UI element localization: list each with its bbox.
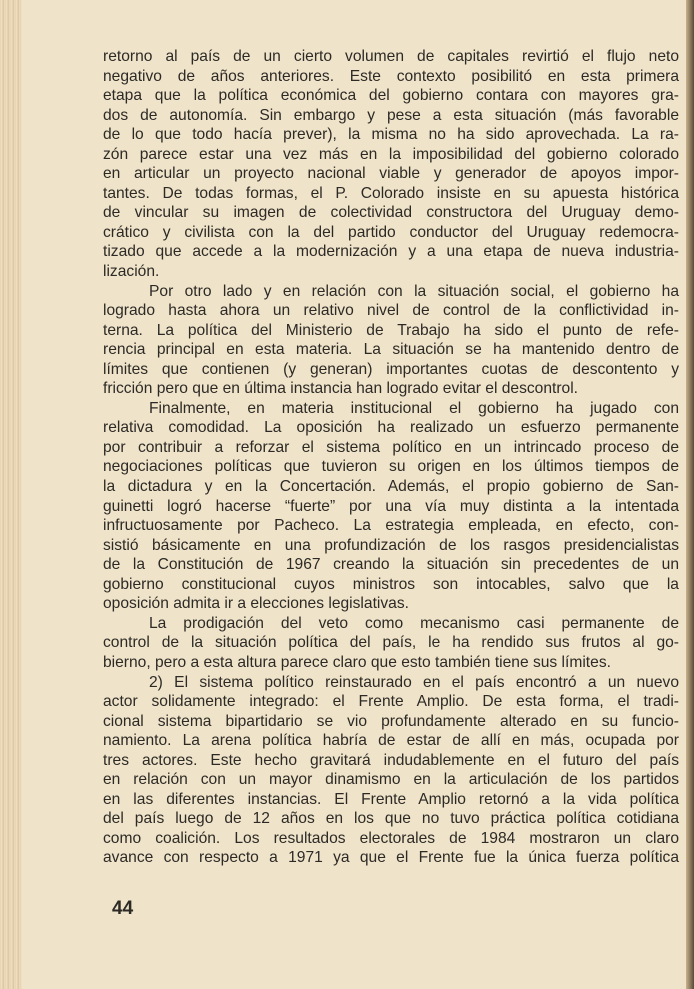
book-page-edges	[0, 0, 22, 989]
text-line: relativa comodidad. La oposición ha realizado un esfuerzo permanente	[103, 419, 679, 437]
text-line: en relación con un mayor dinamismo en la articulación de los partidos	[103, 771, 679, 789]
book-binding-shadow	[686, 0, 694, 989]
text-line: guinetti logró hacerse “fuerte” por una vía muy distinta a la intentada	[103, 497, 679, 515]
text-line: crático y civilista con la del partido conductor del Uruguay redemocra-	[103, 223, 679, 241]
body-text	[103, 47, 679, 868]
text-line: sistió básicamente en una profundización de los rasgos presidencialistas	[103, 536, 679, 554]
text-line: infructuosamente por Pacheco. La estrategia empleada, en efecto, con-	[103, 517, 679, 535]
text-line: logrado hasta ahora un relativo nivel de control de la conflictividad in-	[103, 302, 679, 320]
text-line: avance con respecto a 1971 ya que el Frente fue la única fuerza política	[103, 849, 679, 867]
text-line: del país luego de 12 años en los que no tuvo práctica política cotidiana	[103, 810, 679, 828]
paragraph	[103, 614, 679, 673]
text-line: tantes. De todas formas, el P. Colorado insiste en su apuesta histórica	[103, 184, 679, 202]
paragraph	[103, 673, 679, 868]
text-line: zón parece estar una vez más en la imposibilidad del gobierno colorado	[103, 145, 679, 163]
text-line: en articular un proyecto nacional viable y generador de apoyos impor-	[103, 165, 679, 183]
text-line: lización.	[103, 263, 160, 281]
text-line: de vincular su imagen de colectividad constructora del Uruguay demo-	[103, 204, 679, 222]
text-line: fricción pero que en última instancia han logrado evitar el descontrol.	[103, 380, 579, 398]
text-line: la dictadura y en la Concertación. Además, el propio gobierno de San-	[103, 478, 679, 496]
text-line: retorno al país de un cierto volumen de capitales revirtió el flujo neto	[103, 48, 679, 65]
text-line: rencia principal en esta materia. La situación se ha mantenido dentro de	[103, 341, 679, 359]
text-line: límites que contienen (y generan) importantes cuotas de descontento y	[103, 360, 679, 378]
text-line: oposición admita ir a elecciones legislativas.	[103, 595, 409, 613]
text-line: Finalmente, en materia institucional el gobierno ha jugado con	[149, 399, 679, 417]
text-line: terna. La política del Ministerio de Trabajo ha sido el punto de refe-	[103, 321, 679, 339]
text-line: por contribuir a reforzar el sistema político en un intrincado proceso de	[103, 438, 679, 456]
text-line: negativo de años anteriores. Este contexto posibilitó en esta primera	[103, 67, 679, 85]
text-line: bierno, pero a esta altura parece claro que esto también tiene sus límites.	[103, 653, 611, 671]
text-line: La prodigación del veto como mecanismo casi permanente de	[149, 614, 679, 632]
text-line: gobierno constitucional cuyos ministros son intocables, salvo que la	[103, 575, 679, 593]
text-line: tres actores. Este hecho gravitará indudablemente en el futuro del país	[103, 751, 679, 769]
text-line: cional sistema bipartidario se vio profundamente alterado en su funcio-	[103, 712, 679, 730]
text-line: Por otro lado y en relación con la situación social, el gobierno ha	[149, 282, 679, 300]
text-line: como coalición. Los resultados electorales de 1984 mostraron un claro	[103, 829, 679, 847]
text-line: actor solidamente integrado: el Frente Amplio. De esta forma, el tradi-	[103, 693, 679, 711]
text-line: 2) El sistema político reinstaurado en el país encontró a un nuevo	[149, 673, 679, 691]
text-line: control de la situación política del país, le ha rendido sus frutos al go-	[103, 634, 679, 652]
text-line: de la Constitución de 1967 creando la situación sin precedentes de un	[103, 556, 679, 574]
paragraph	[103, 47, 679, 282]
text-line: tizado que accede a la modernización y a una etapa de nueva industria-	[103, 243, 679, 261]
text-line: etapa que la política económica del gobierno contara con mayores gra-	[103, 87, 679, 105]
text-line: de lo que todo hacía prever), la misma no ha sido aprovechada. La ra-	[103, 126, 679, 144]
text-line: namiento. La arena política habría de estar de allí en más, ocupada por	[103, 732, 679, 750]
text-line: en las diferentes instancias. El Frente Amplio retornó a la vida política	[103, 790, 679, 808]
text-line: dos de autonomía. Sin embargo y pese a esta situación (más favorable	[103, 106, 679, 124]
text-line: negociaciones políticas que tuvieron su origen en los últimos tiempos de	[103, 458, 679, 476]
page-number: 44	[112, 898, 134, 919]
paragraph	[103, 399, 679, 614]
paragraph	[103, 282, 679, 399]
